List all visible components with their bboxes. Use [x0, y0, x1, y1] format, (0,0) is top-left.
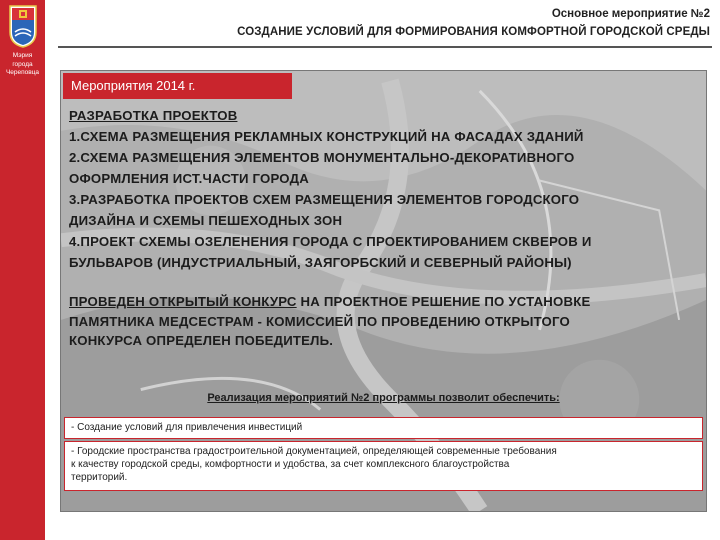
result-line: к качеству городской среды, комфортности и удобства, за счет комплексного благоустройства	[71, 459, 510, 470]
list-item: 1.СХЕМА РАЗМЕЩЕНИЯ РЕКЛАМНЫХ КОНСТРУКЦИЙ НА ФАСАДАХ ЗДАНИЙ	[69, 129, 584, 144]
result-line: территорий.	[71, 472, 128, 483]
result-box	[64, 417, 703, 439]
sidebar	[0, 0, 45, 540]
sidebar-caption	[0, 52, 45, 78]
list-item: ДИЗАЙНА И СХЕМЫ ПЕШЕХОДНЫХ ЗОН	[69, 213, 343, 228]
list-item: БУЛЬВАРОВ (ИНДУСТРИАЛЬНЫЙ, ЗАЯГОРБСКИЙ И СЕВЕРНЫЙ РАЙОНЫ)	[69, 255, 572, 270]
list-item: 4.ПРОЕКТ СХЕМЫ ОЗЕЛЕНЕНИЯ ГОРОДА С ПРОЕКТИРОВАНИЕМ СКВЕРОВ И	[69, 234, 592, 249]
implementation-title: Реализация мероприятий №2 программы позволит обеспечить:	[207, 392, 560, 404]
caption-line: города	[12, 60, 33, 68]
section-label: Мероприятия 2014 г.	[63, 73, 292, 99]
result-line: - Создание условий для привлечения инвестиций	[71, 422, 303, 433]
list-item: ОФОРМЛЕНИЯ ИСТ.ЧАСТИ ГОРОДА	[69, 171, 309, 186]
caption-line: Череповца	[5, 69, 40, 76]
header-divider	[58, 46, 712, 48]
contest-paragraph	[69, 292, 701, 351]
caption-line: Мэрия	[12, 52, 33, 59]
contest-line: ПАМЯТНИКА МЕДСЕСТРАМ - КОМИССИЕЙ ПО ПРОВЕДЕНИЮ ОТКРЫТОГО	[69, 313, 570, 329]
content-panel	[60, 70, 707, 512]
contest-line: КОНКУРСА ОПРЕДЕЛЕН ПОБЕДИТЕЛЬ.	[69, 333, 334, 348]
city-coat-of-arms-icon	[7, 4, 39, 48]
contest-text: НА ПРОЕКТНОЕ РЕШЕНИЕ ПО УСТАНОВКЕ	[296, 294, 591, 309]
slide-subtitle: Основное мероприятие №2	[551, 8, 710, 20]
list-item: 3.РАЗРАБОТКА ПРОЕКТОВ СХЕМ РАЗМЕЩЕНИЯ ЭЛЕМЕНТОВ ГОРОДСКОГО	[69, 192, 580, 207]
list-item: 2.СХЕМА РАЗМЕЩЕНИЯ ЭЛЕМЕНТОВ МОНУМЕНТАЛЬНО-ДЕКОРАТИВНОГО	[69, 150, 575, 165]
project-list	[69, 105, 701, 273]
list-heading: РАЗРАБОТКА ПРОЕКТОВ	[69, 108, 238, 123]
result-line: - Городские пространства градостроительной документацией, определяющей современные требования	[71, 446, 557, 457]
result-box	[64, 441, 703, 491]
slide-title: СОЗДАНИЕ УСЛОВИЙ ДЛЯ ФОРМИРОВАНИЯ КОМФОРТНОЙ ГОРОДСКОЙ СРЕДЫ	[237, 26, 710, 38]
contest-highlight: ПРОВЕДЕН ОТКРЫТЫЙ КОНКУРС	[69, 294, 297, 309]
